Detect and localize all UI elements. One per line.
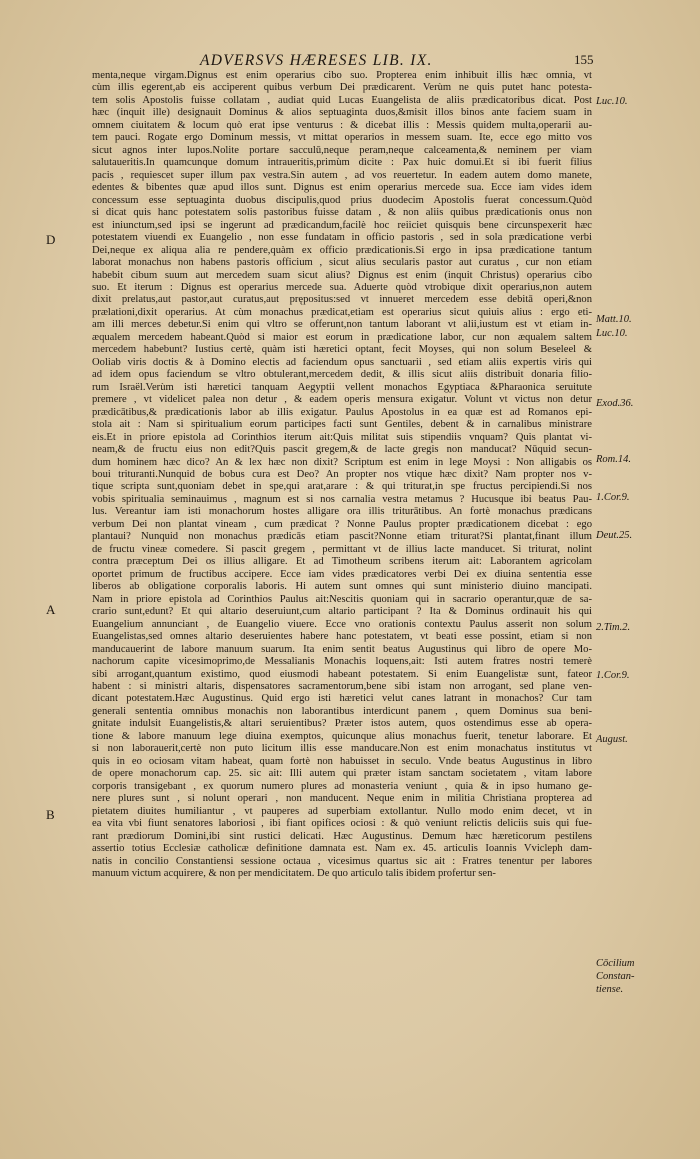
text-line: salutaueritis.In quamcunque domum intraueritis,primùm dicite : Pax huic domui.Et si ibi fuerit filius [92, 157, 592, 169]
margin-note: tiense. [596, 984, 624, 995]
text-line: nere plures sunt , si nolunt operari , non manducent. Neque enim in militia Christiana propterea ad [92, 793, 592, 805]
margin-note: Luc.10. [596, 328, 628, 339]
header-title: ADVERSVS HÆRESES LIB. IX. [200, 52, 433, 69]
text-line: pacis , requiescet super illum pax vestra.Sin autem , ad vos reuertetur. In eadem autem domo manete, [92, 169, 592, 181]
section-letter: A [46, 602, 56, 617]
text-line: tem solis Apostolis fuisse collatam , audiat quid Lucas Euangelista de aliis prædicatoribus dicat. Post [92, 94, 592, 106]
text-line: nachorum capite vicesimoprimo,de Messalianis Monachis loquens,ait: Isti autem fratres nostri temerè [92, 656, 592, 668]
text-line: dixit prelatus,aut pastor,aut curatus,aut prępositus:sed vt innueret mercedem esse debitā operi,&non [92, 294, 592, 306]
text-line: si non laborauerit,certè non puto licitum illis esse manducare.Non est enim monachatus institutus vt [92, 743, 592, 755]
page-number: 155 [574, 52, 594, 67]
text-line: omnem ciuitatem & locum quò erat ipse venturus : & dicebat illis : Messis quidem multa,operarii au- [92, 119, 592, 131]
section-letter: D [46, 232, 56, 247]
text-line: tique scripta sunt,quoniam debet in spe,qui arat,arare : & qui triturat,in spe fructus percipiendi.Si nos [92, 481, 592, 493]
text-line: mercedem habebunt? Iustius certè, quàm isti hæretici optant, fecit Moyses, qui non solum Beseleel & [92, 344, 592, 356]
text-line: concessum esse septuaginta duobus discipulis,quod prius duodecim Apostolis fuerat concessum.Quòd [92, 194, 592, 206]
text-line: premere , vt videlicet palea non detur , & eadem operis mensura exigatur. Volunt vt victus non detur [92, 394, 592, 406]
text-line: manuum victum acquirere, & non per mendicitatem. De quo articulo talis ibidem profertur sen- [92, 868, 496, 879]
text-line: si dicat quis hanc potestatem solis pastoribus fuisse datam , & non aliis quibus prædicationis onus non [92, 207, 592, 219]
margin-note: Matt.10. [596, 314, 632, 325]
text-line: oportet primum de fructibus accipere. Ecce iam vides prædicatores verbi Dei ex diuina sententia esse [92, 568, 592, 580]
margin-note: Luc.10. [596, 96, 628, 107]
text-line: rum Israël.Verùm isti hæretici tanquam Aegyptii vellent monachos Egyptiaca &Pharaonica seruitute [92, 381, 592, 393]
text-line: Dei,neque ex aliqua alia re pendere,quàm ex officio prædicationis.Si ergo in ipsa prædicatione tantum [92, 244, 592, 256]
margin-note: Constan- [596, 971, 635, 982]
text-line: Ooliab viris doctis & à Domino electis ad faciendum opus sanctuarii , sed etiam aliis expertis viris qui [92, 356, 592, 368]
text-line: dicant potestatem.Hæc Augustinus. Quid ergo isti hæretici velut canes latrant in monachos? Cur tam [92, 693, 592, 705]
margin-note: 2.Tim.2. [596, 622, 631, 633]
running-header [0, 52, 700, 72]
text-line: crario sunt,edunt? Et qui altario deseruiunt,cum altario participant ? Ita & Dominus ordinauit his qui [92, 606, 592, 618]
margin-note: Exod.36. [596, 398, 634, 409]
body-text-block [92, 70, 592, 880]
text-line: neam,& de fructu eius non edit?Quis pascit gregem,& de lacte gregis non manducat? Nūquid secun- [92, 444, 592, 456]
text-line: edentes & bibentes quæ apud illos sunt. Dignus est enim operarius mercede sua. Ecce iam vides idem [92, 182, 592, 194]
text-line: cùm illis egerent,ab eis acciperent quibus verbum Dei prædicarent. Verùm ne quis putet hanc potesta- [92, 82, 592, 94]
margin-note: Deut.25. [596, 530, 633, 541]
text-line: tem pauci. Rogate ergo Dominum messis, vt mittat operarios in messem suam. Ite, ecce ego mitto vos [92, 132, 592, 144]
text-line: Euangelium annunciant , de Euangelio viuere. Ecce vno orationis contextu Paulus asserit non solum [92, 618, 592, 630]
text-line: suo. Et iterum : Dignus est operarius mercede sua. Aduerte quòd vtrobique dixit operarius,non autem [92, 281, 592, 293]
text-line: de fructu vineæ comedere. Si pascit gregem , permittant vt de illius lacte manducet. Si triturat, nolint [92, 543, 592, 555]
margin-note: Cōcilium [596, 958, 635, 969]
margin-note: August. [596, 734, 628, 745]
text-line: tione & labore manuum lege diuina exemptos, quicunque alius monachus fuerit, tenetur laborare. Et [92, 730, 592, 742]
margin-note: 1.Cor.9. [596, 670, 630, 681]
text-line: assertio totius Ecclesiæ catholicæ definitione damnata est. Nam ex. 45. articulis Ioannis Vvicleph dam- [92, 843, 592, 855]
text-line: verbum Dei non plantat vineam , cum prædicat ? Nonne Paulus propter prædicationem dicebat : ego [92, 518, 592, 530]
text-line: æqualem mercedem habeant.Quòd si maior est eorum in prædicatione labor, cur non æqualem saltem [92, 331, 592, 343]
text-line: Euangelistas,sed omnes altario deseruientes habere hanc potestatem, vt beati esse possint, etiam si non [92, 631, 592, 643]
text-line: am illi merces debetur.Si enim qui vltro se offerunt,non tantum laborant vt alii,iustum est vt etiam in- [92, 319, 592, 331]
text-line: Nam in priore epistola ad Corinthios Paulus ait:Nescitis quoniam qui in sacrario operantur,quæ de sa- [92, 593, 592, 605]
text-line: ea vita vbi fiunt senatores laboriosi , ibi fiant opifices ociosi : & quò veniunt relictis deliciis suis qui fue- [92, 818, 592, 830]
text-line: corporis transigebant , ex quorum numero plures ad monasteria veniunt , quia & in ipso humano ge- [92, 780, 592, 792]
text-line: plantaui? Nunquid non monachus prædicās etiam pascit?Nonne etiam triturat?Si plantat,finant illum [92, 531, 592, 543]
text-line: generali sententia omnibus monachis non laborantibus interdicunt panem , quem Dominus sua beni- [92, 705, 592, 717]
margin-note: Rom.14. [596, 454, 631, 465]
text-line: laborat monachus non habens pastoris officium , sicut alius secularis pastor aut curatus , cur non etiam [92, 257, 592, 269]
text-line: habebit cibum suum aut mercedem suam sicut alius? Dignus est enim (inquit Christus) operarius cibo [92, 269, 592, 281]
text-line: ad idem opus faciendum se vltro obtulerant,mercedem dedit, & illis sicut aliis distribuit donaria filio- [92, 369, 592, 381]
text-line: habent : si ministri altaris, dispensatores sacramentorum,bene sibi istam non arrogant, sed plane ven- [92, 680, 592, 692]
text-line: lus. Vereantur iam isti monachorum hostes alligare ora illis triturātibus. An fortè monachus prædicans [92, 506, 592, 518]
text-line: de opere monachorum cap. 25. sic ait: Illi autem qui præter istam sanctam societatem , vitam labore [92, 768, 592, 780]
text-line: rant prædiorum Domini,ibi sint rustici delicati. Hæc Augustinus. Demum hæc hæreticorum pestilens [92, 830, 592, 842]
text-line: stola ait : Nam si spiritualium eorum participes facti sunt Gentiles, debent & in carnalibus ministrare [92, 419, 592, 431]
text-line: manducauerint de labore manuum suarum. Ita enim sentit beatus Augustinus qui libro de opere Mo- [92, 643, 592, 655]
text-line: eis.Et in priore epistola ad Corinthios iterum ait:Quis militat suis stipendiis vnquam? Quis plantat vi- [92, 431, 592, 443]
text-line: hæc (inquit ille) designauit Dominus & alios septuaginta duos,&misit illos binos ante faciem suam in [92, 107, 592, 119]
text-line: boui trituranti.Nunquid de bobus cura est Deo? An propter nos vtique hæc dixit? Nam propter nos v- [92, 469, 592, 480]
text-line: prædicātibus,& prædicationis labor ab illis exigatur. Paulus Apostolus in ea quæ est ad Romanos epi- [92, 406, 592, 418]
text-line: contra præceptum Dei os illius alligare. Et ad Timotheum scribens iterum ait: Laborantem agricolam [92, 556, 592, 568]
text-line: pietatem diuites humiliantur , vt pauperes ad superbiam extollantur. Nullo modo enim decet, vt in [92, 805, 592, 817]
text-line: potestatem viuendi ex Euangelio , non esse fundatam in officio pastoris , sed in sola prædicatione verbi [92, 232, 592, 244]
text-line: liberos ab obligatione corporalis laboris. Hi autem sunt omnes qui sunt ministerio diuino mancipati. [92, 581, 592, 593]
margin-note: 1.Cor.9. [596, 492, 630, 503]
text-line: vobis spiritualia seminauimus , magnum est si nos carnalia vestra metamus ? Hucusque ibi beatus Pau- [92, 493, 592, 505]
text-line: menta,neque virgam.Dignus est enim operarius cibo suo. Propterea enim inhibuit illis hæc omnia, vt [92, 70, 592, 81]
text-line: sibi arrogant,quantum existimo, quod eiusmodi habeant potestatem. Si enim Euangelistæ sunt, fateor [92, 668, 592, 680]
section-letter: B [46, 807, 55, 822]
text-line: dum hominem hæc dico? An & lex hæc non dixit? Scriptum est enim in lege Moysi : Non alligabis os [92, 456, 592, 468]
text-line: natis in concilio Constantiensi sessione octaua , vicesimus quartus sic ait : Fratres tenentur per labores [92, 855, 592, 867]
text-line: quis in eo ociosam vitam habeat, quam fortè non habuisset in seculo. Vnde beatus Augustinus in libro [92, 755, 592, 767]
text-line: sicut agnos inter lupos.Nolite portare sacculū,neque peram,neque calceamenta,& neminem per viam [92, 144, 592, 156]
text-line: est iniunctum,sed ipsi se ingerunt ad prædicandum,facilè hoc reiiciet quisquis bene circunspexerit hæc [92, 219, 592, 231]
text-line: prælationi,dixit operarius. At cùm monachus prædicat,etiam est operarius sicut quiuis alius : ergo eti- [92, 306, 592, 318]
text-line: gnitate indulsit Euangelistis,& altari seruientibus? Præter istos autem, quos ostendimus esse ab opera- [92, 718, 592, 730]
